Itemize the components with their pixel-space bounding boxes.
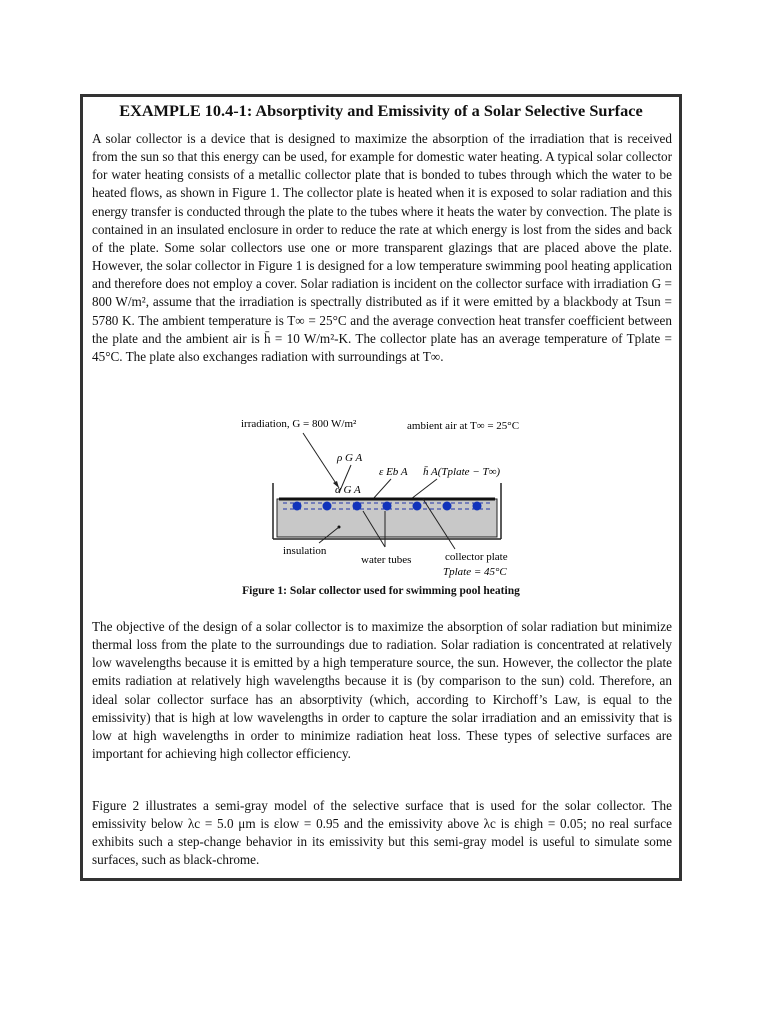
water-tube (413, 502, 422, 511)
example-box (80, 94, 682, 881)
water-tube (383, 502, 392, 511)
irradiation-arrow (303, 433, 339, 488)
solar-collector-diagram (233, 415, 533, 601)
ambient-label: ambient air at T∞ = 25°C (407, 420, 520, 432)
example-title: EXAMPLE 10.4-1: Absorptivity and Emissivity of a Solar Selective Surface (119, 101, 643, 120)
emitted-label: ε Eb A (379, 466, 408, 478)
reflected-label: ρ G A (337, 452, 363, 464)
water-tube (353, 502, 362, 511)
plate-temp-label: Tplate = 45°C (443, 566, 507, 578)
water-tubes-label: water tubes (361, 554, 412, 566)
water-tube (323, 502, 332, 511)
collector-plate-label: collector plate (445, 551, 508, 563)
objective-paragraph: The objective of the design of a solar collector is to maximize the absorption of solar radiation but minimize thermal loss from the plate to the surroundings due to radiation. Solar radiation is concentrated at relatively low wavelengths because it is emitted by a high temperature source, the sun. However, the collector the plate emits radiation at relatively high wavelengths because it is (by comparison to the sun) cold. Therefore, an ideal solar collector surface has an absorptivity (which, according to Kirchoff’s Law, is equal to the emissivity) that is high at low wavelengths in order to capture the solar irradiation and an emissivity that is low at high wavelengths in order to minimize radiation heat loss. These types of selective surfaces are important for achieving high collector efficiency. (92, 619, 672, 762)
irradiation-label: irradiation, G = 800 W/m² (241, 418, 357, 430)
water-tube (473, 502, 482, 511)
figure-caption: Figure 1: Solar collector used for swimming pool heating (242, 585, 520, 597)
intro-paragraph: A solar collector is a device that is designed to maximize the absorption of the irradiation that is received from the sun so that this energy can be used, for example for domestic water heating. A typical solar collector for water heating consists of a metallic collector plate that is bonded to tubes through which the water to be heated flows, as shown in Figure 1. The collector plate is heated when it is exposed to solar radiation and this energy transfer is conducted through the plate to the tubes where it heats the water by convection. The plate is contained in an insulated enclosure in order to reduce the rate at which energy is lost from the sides and back of the plate. Some solar collectors use one or more transparent glazings that are placed above the plate. However, the solar collector in Figure 1 is designed for a low temperature swimming pool heating application and therefore does not employ a cover. Solar radiation is incident on the collector surface with irradiation G = 800 W/m², assume that the irradiation is spectrally distributed as if it were emitted by a blackbody at Tsun = 5780 K. The ambient temperature is T∞ = 25°C and the average convection heat transfer coefficient between the plate and the ambient air is h̄ = 10 W/m²-K. The collector plate has an average temperature of Tplate = 45°C. The plate also exchanges radiation with surroundings at T∞. (92, 131, 672, 364)
water-tube (443, 502, 452, 511)
solar-collector-figure (233, 415, 533, 601)
convection-arrow (411, 479, 437, 499)
insulation-label: insulation (283, 545, 327, 557)
water-tube (293, 502, 302, 511)
absorbed-label: α G A (335, 484, 361, 496)
semi-gray-paragraph: Figure 2 illustrates a semi-gray model of the selective surface that is used for the solar collector. The emissivity below λc = 5.0 μm is εlow = 0.95 and the emissivity above λc is εhigh = 0.05; no real surface exhibits such a step-change behavior in its emissivity but this semi-gray model is useful to simulate some surfaces, such as black-chrome. (92, 798, 672, 868)
convection-label: h̄ A(Tplate − T∞) (423, 466, 501, 478)
emission-arrow (373, 479, 391, 499)
